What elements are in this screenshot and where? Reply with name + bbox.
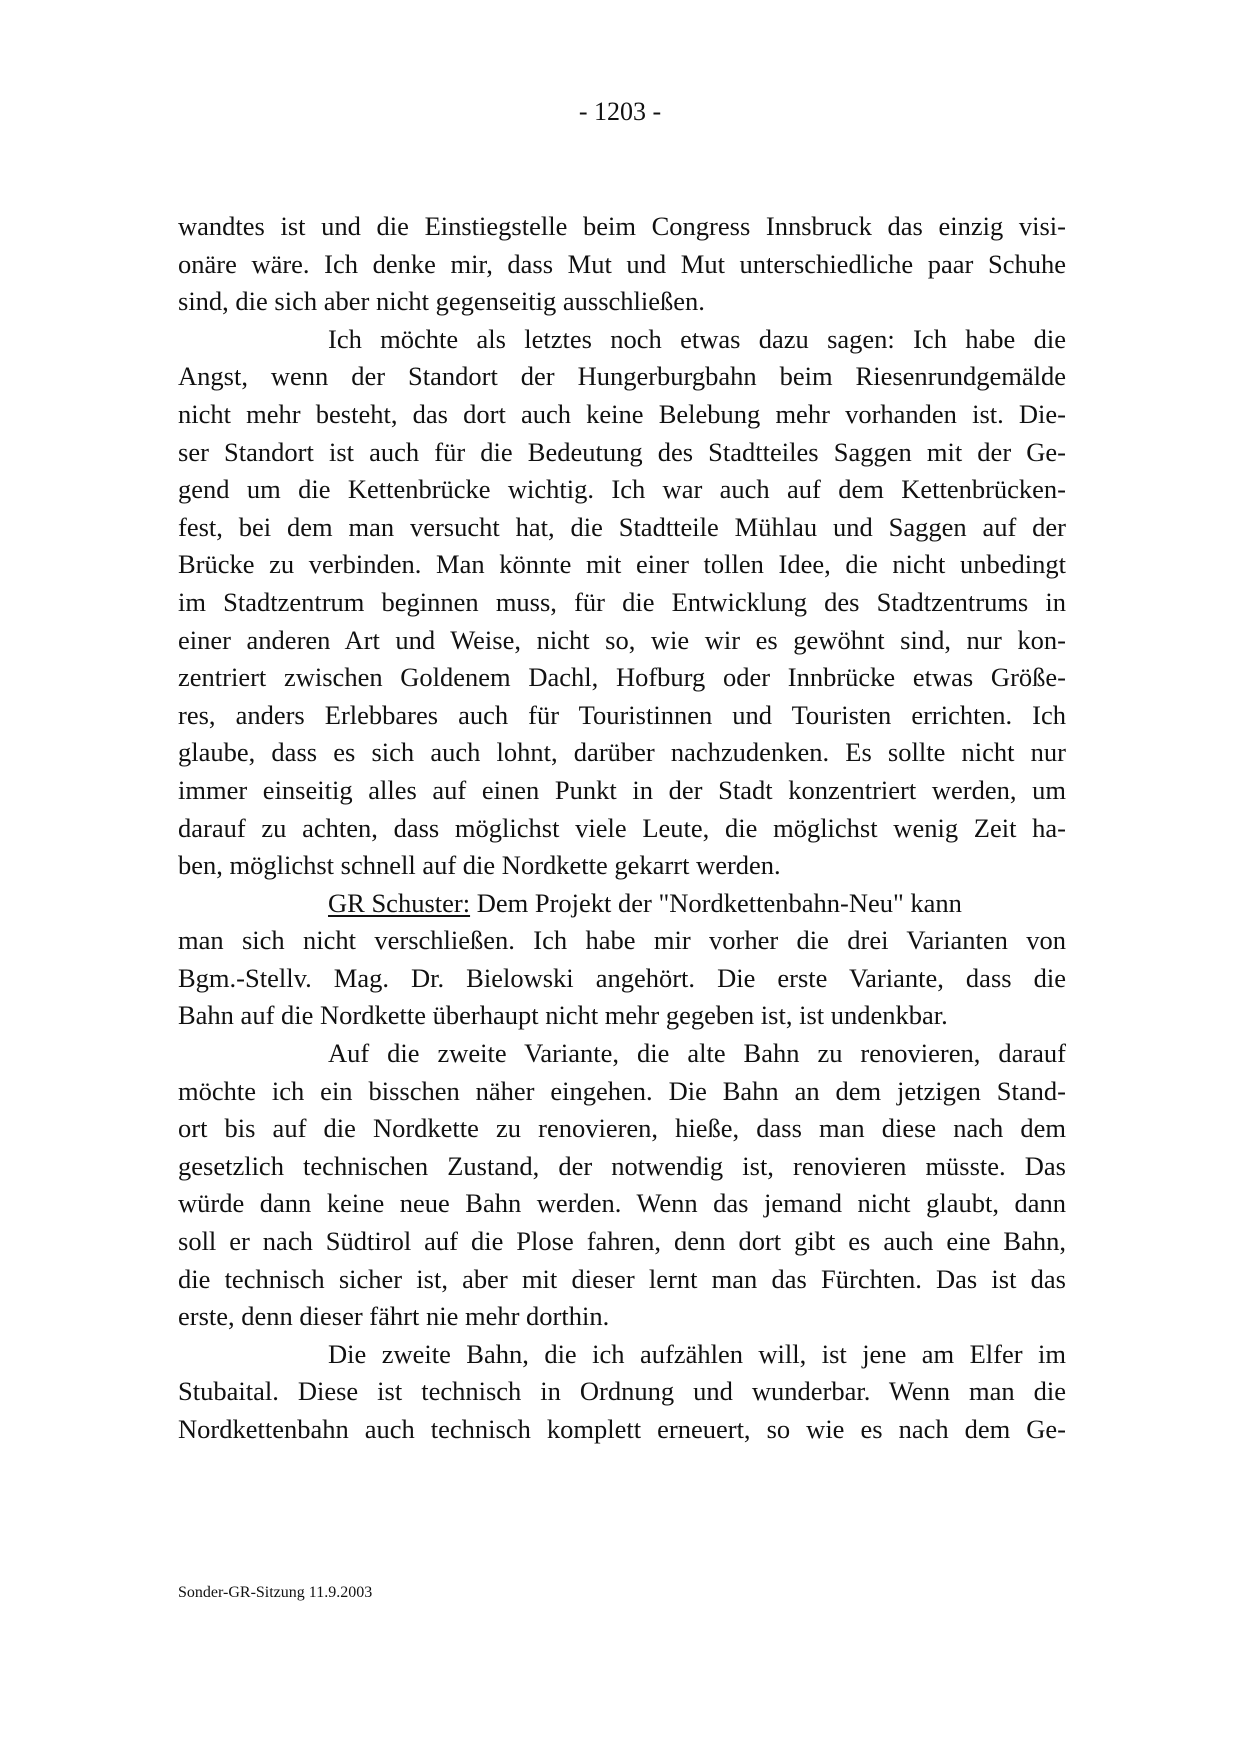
text-line: Auf die zweite Variante, die alte Bahn zu renovieren, darauf [328,1038,1066,1069]
page-footer: Sonder-GR-Sitzung 11.9.2003 [178,1584,373,1601]
text-line: darauf zu achten, dass möglichst viele Leute, die möglichst wenig Zeit ha- [178,812,1066,843]
paragraph [178,321,1066,885]
text-line: Nordkettenbahn auch technisch komplett erneuert, so wie es nach dem Ge- [178,1414,1066,1444]
text-line: zentriert zwischen Goldenem Dachl, Hofburg oder Innbrücke etwas Größe- [178,662,1066,693]
speaker-text: Dem Projekt der "Nordkettenbahn-Neu" kann [470,887,962,918]
text-line: sind, die sich aber nicht gegenseitig ausschließen. [178,286,705,317]
text-line: gesetzlich technischen Zustand, der notwendig ist, renovieren müsste. Das [178,1150,1066,1181]
text-line: res, anders Erlebbares auch für Touristinnen und Touristen errichten. Ich [178,699,1066,730]
text-line: einer anderen Art und Weise, nicht so, wie wir es gewöhnt sind, nur kon- [178,624,1066,655]
text-line: fest, bei dem man versucht hat, die Stadtteile Mühlau und Saggen auf der [178,511,1066,542]
paragraph [178,1035,1066,1336]
text-line: gend um die Kettenbrücke wichtig. Ich war auch auf dem Kettenbrücken- [178,474,1066,505]
text-line [178,885,1066,923]
paragraph-speaker [178,885,1066,1035]
text-line: onäre wäre. Ich denke mir, dass Mut und Mut unterschiedliche paar Schuhe [178,248,1066,279]
text-line: die technisch sicher ist, aber mit dieser lernt man das Fürchten. Das ist das [178,1263,1066,1294]
text-line: glaube, dass es sich auch lohnt, darüber nachzudenken. Es sollte nicht nur [178,737,1066,768]
text-line: möchte ich ein bisschen näher eingehen. Die Bahn an dem jetzigen Stand- [178,1075,1066,1106]
text-line: man sich nicht verschließen. Ich habe mir vorher die drei Varianten von [178,925,1066,956]
text-line: soll er nach Südtirol auf die Plose fahren, denn dort gibt es auch eine Bahn, [178,1226,1066,1257]
text-line: Die zweite Bahn, die ich aufzählen will, ist jene am Elfer im [328,1338,1066,1369]
text-line: ben, möglichst schnell auf die Nordkette gekarrt werden. [178,850,781,881]
body-text [178,208,1066,1449]
text-line: nicht mehr besteht, das dort auch keine Belebung mehr vorhanden ist. Die- [178,398,1066,429]
text-line: im Stadtzentrum beginnen muss, für die Entwicklung des Stadtzentrums in [178,586,1066,617]
text-line: ser Standort ist auch für die Bedeutung des Stadtteiles Saggen mit der Ge- [178,436,1066,467]
text-line: Bahn auf die Nordkette überhaupt nicht mehr gegeben ist, ist undenkbar. [178,1000,948,1031]
text-line: wandtes ist und die Einstiegstelle beim Congress Innsbruck das einzig visi- [178,211,1066,241]
text-line: Bgm.-Stellv. Mag. Dr. Bielowski angehört. Die erste Variante, dass die [178,962,1066,993]
text-line: Angst, wenn der Standort der Hungerburgbahn beim Riesenrundgemälde [178,361,1066,392]
text-line: Ich möchte als letztes noch etwas dazu sagen: Ich habe die [328,323,1066,354]
speaker-name: GR Schuster: [328,887,471,918]
text-line: Brücke zu verbinden. Man könnte mit einer tollen Idee, die nicht unbedingt [178,549,1066,580]
paragraph [178,1336,1066,1449]
text-line: ort bis auf die Nordkette zu renovieren, hieße, dass man diese nach dem [178,1113,1066,1144]
text-line: Stubaital. Diese ist technisch in Ordnung und wunderbar. Wenn man die [178,1376,1066,1407]
text-line: erste, denn dieser fährt nie mehr dorthin. [178,1301,610,1332]
text-line: immer einseitig alles auf einen Punkt in der Stadt konzentriert werden, um [178,774,1066,805]
text-line: würde dann keine neue Bahn werden. Wenn das jemand nicht glaubt, dann [178,1188,1066,1219]
paragraph [178,208,1066,321]
page-number: - 1203 - [578,97,662,126]
